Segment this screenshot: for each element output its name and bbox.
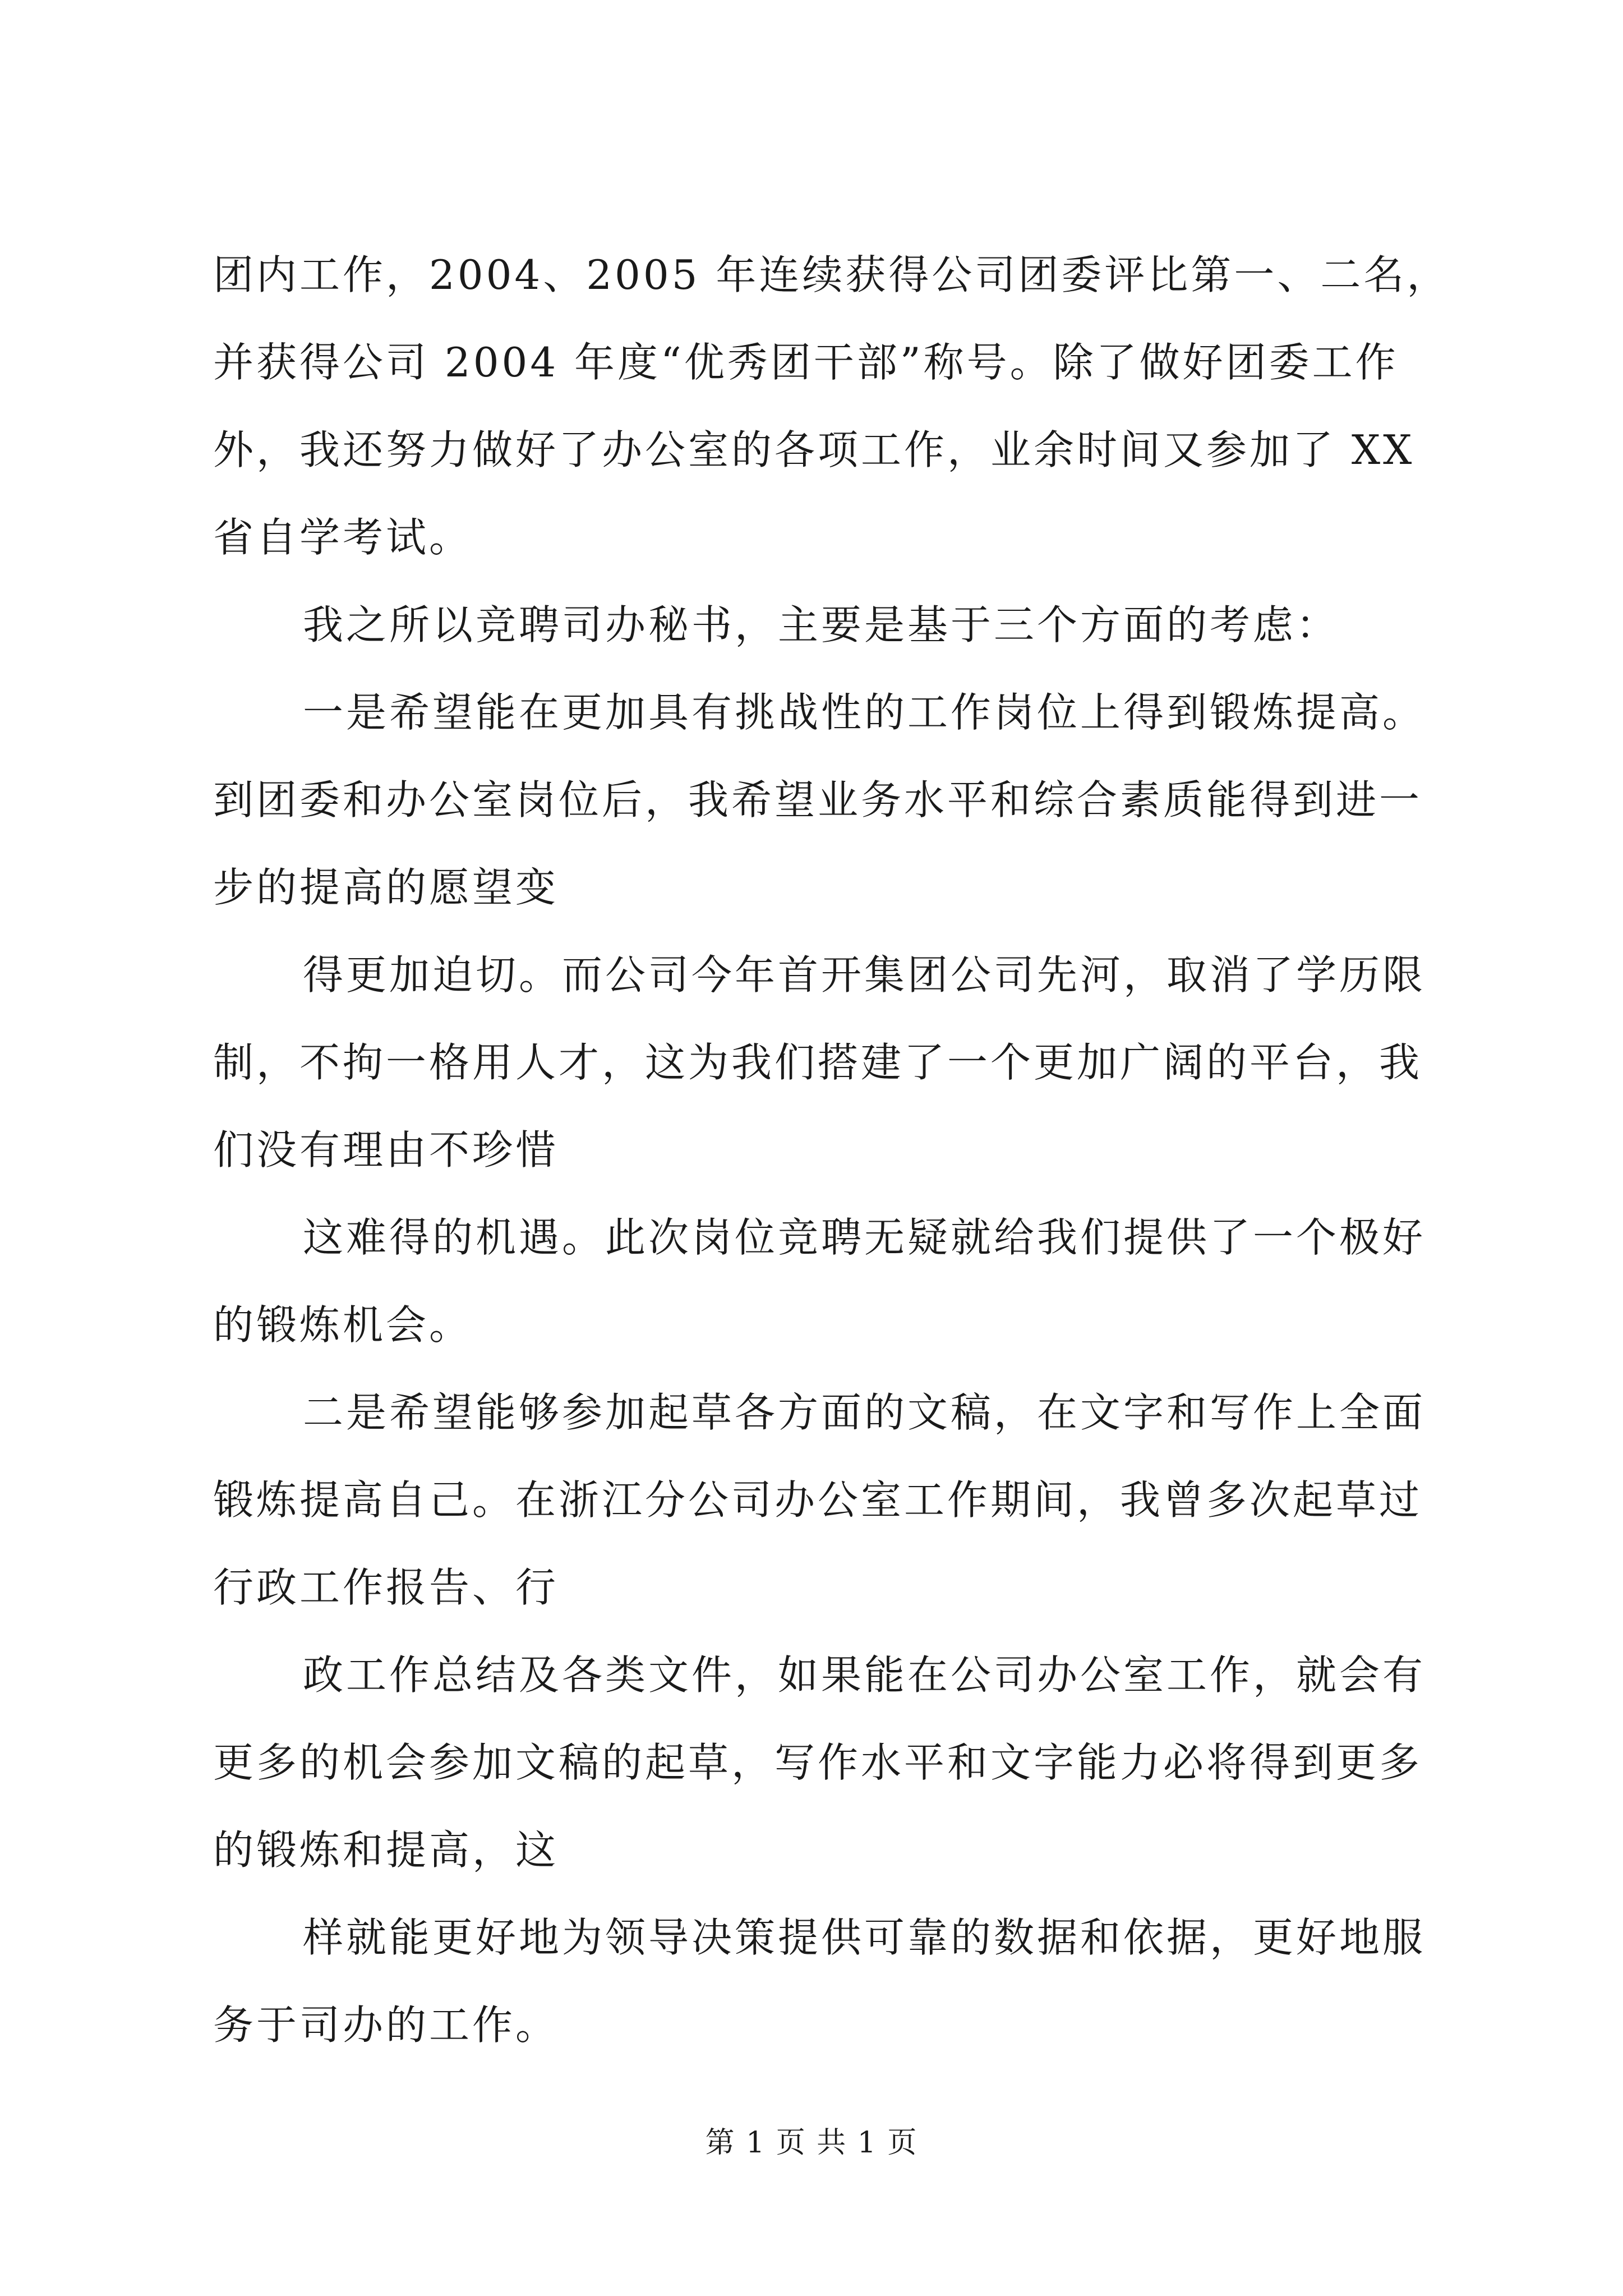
text-line: 更多的机会参加文稿的起草，写作水平和文字能力必将得到更多 <box>213 1739 1423 1786</box>
text-line: 得更加迫切。而公司今年首开集团公司先河，取消了学历限 <box>303 951 1426 999</box>
text-line: 的锻炼和提高，这 <box>213 1826 559 1874</box>
text-line: 行政工作报告、行 <box>213 1564 559 1611</box>
text-line: 们没有理由不珍惜 <box>213 1126 559 1174</box>
text-line: 样就能更好地为领导决策提供可靠的数据和依据，更好地服 <box>303 1914 1426 1961</box>
text-line: 到团委和办公室岗位后，我希望业务水平和综合素质能得到进一 <box>213 776 1423 823</box>
text-line: 步的提高的愿望变 <box>213 864 559 911</box>
text-line: 二是希望能够参加起草各方面的文稿，在文字和写作上全面 <box>303 1389 1426 1436</box>
text-line: 并获得公司 2004 年度“优秀团干部”称号。除了做好团委工作 <box>213 339 1399 386</box>
text-line: 务于司办的工作。 <box>213 2001 559 2049</box>
page-footer: 第 1 页 共 1 页 <box>705 2126 918 2160</box>
text-line: 制，不拘一格用人才，这为我们搭建了一个更加广阔的平台，我 <box>213 1039 1423 1086</box>
text-line: 我之所以竞聘司办秘书，主要是基于三个方面的考虑： <box>303 601 1340 648</box>
text-line: 锻炼提高自己。在浙江分公司办公室工作期间，我曾多次起草过 <box>213 1476 1423 1524</box>
text-line: 外，我还努力做好了办公室的各项工作，业余时间又参加了 XX <box>213 426 1415 473</box>
text-line: 一是希望能在更加具有挑战性的工作岗位上得到锻炼提高。 <box>303 689 1426 736</box>
text-line: 政工作总结及各类文件，如果能在公司办公室工作，就会有 <box>303 1651 1426 1699</box>
text-line: 的锻炼机会。 <box>213 1301 473 1349</box>
text-line: 省自学考试。 <box>213 514 473 561</box>
text-line: 团内工作，2004、2005 年连续获得公司团委评比第一、二名， <box>213 251 1450 298</box>
text-line: 这难得的机遇。此次岗位竞聘无疑就给我们提供了一个极好 <box>303 1214 1426 1261</box>
